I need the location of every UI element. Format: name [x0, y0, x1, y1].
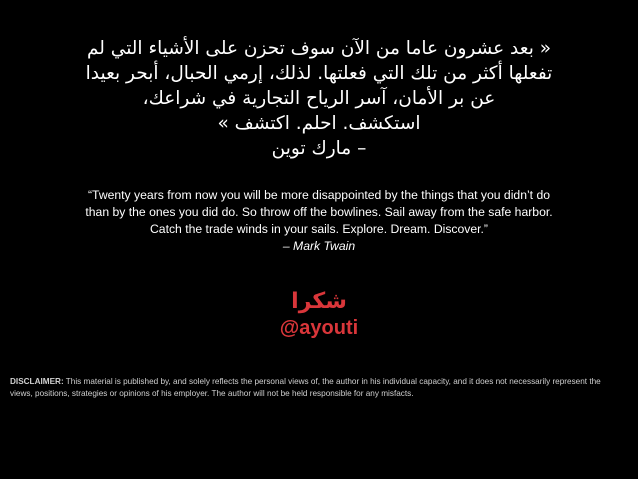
disclaimer — [10, 376, 610, 399]
arabic-quote-attribution: – مارك توين — [271, 138, 367, 159]
arabic-quote-line: تفعلها أكثر من تلك التي فعلتها. لذلك، إرمي الحبال، أبحر بعيدا — [85, 63, 553, 84]
arabic-quote-line: « بعد عشرون عاما من الآن سوف تحزن على الأشياء التي لم — [86, 38, 552, 59]
arabic-quote — [20, 36, 618, 161]
author-handle: @ayouti — [279, 317, 359, 339]
english-quote — [20, 187, 618, 255]
english-quote-line: than by the ones you did do. So throw off the bowlines. Sail away from the safe harbor. — [85, 205, 553, 219]
arabic-quote-line: عن بر الأمان، آسر الرياح التجارية في شراعك، — [142, 88, 496, 109]
disclaimer-label: DISCLAIMER: — [10, 377, 64, 386]
english-quote-line: Catch the trade winds in your sails. Explore. Dream. Discover.” — [150, 222, 488, 236]
thanks-arabic: شكرا — [291, 289, 347, 314]
thanks-block — [0, 288, 638, 340]
arabic-quote-line: استكشف. احلم. اكتشف » — [217, 113, 421, 134]
english-quote-line: “Twenty years from now you will be more disappointed by the things that you didn’t do — [87, 188, 551, 202]
disclaimer-text: This material is published by, and solely reflects the personal views of, the author in his individual capacity, and it does not necessarily represent the views, positions, strategies or opinions of his employer. The author will not be held responsible for any misfacts. — [10, 377, 601, 398]
english-quote-attribution: – Mark Twain — [282, 239, 356, 253]
